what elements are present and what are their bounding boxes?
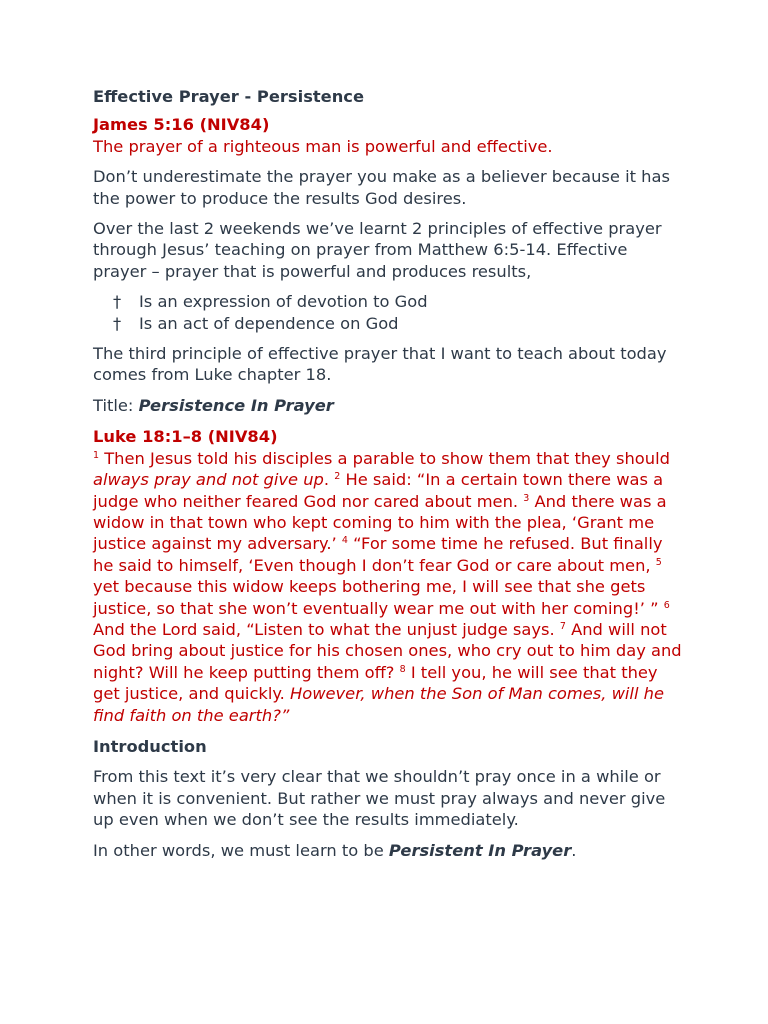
- verse-text: He said: “In a certain town there was a judge who neither feared God nor cared about men.: [93, 470, 664, 511]
- verse-text: And the Lord said, “Listen to what the unjust judge says.: [93, 619, 560, 639]
- list-item-text: Is an expression of devotion to God: [139, 292, 428, 312]
- sermon-title-line: [93, 395, 685, 416]
- document-page: [93, 86, 685, 861]
- verse-text-james: The prayer of a righteous man is powerful and effective.: [93, 136, 553, 156]
- verse-number: 7: [559, 620, 566, 632]
- paragraph-last-weekends: Over the last 2 weekends we’ve learnt 2 principles of effective prayer through Jesus’ teaching on prayer from Matthew 6:5-14. Effective prayer – prayer that is powerful and produces results,: [93, 219, 662, 281]
- verse-number: 1: [93, 449, 100, 461]
- verse-text: Then Jesus told his disciples a parable to show them that they should: [99, 448, 670, 468]
- verse-text: And there was a widow in that town who kept coming to him with the plea, ‘Grant me justice against my adversary.’: [93, 491, 667, 554]
- list-item: [93, 313, 685, 334]
- paragraph-persistent: [93, 840, 685, 861]
- verse-reference-james: James 5:16 (NIV84): [93, 115, 270, 135]
- paragraph-underestimate: Don’t underestimate the prayer you make as a believer because it has the power to produce the results God desires.: [93, 167, 670, 208]
- verse-number: 2: [334, 471, 341, 483]
- verse-number: 4: [341, 535, 348, 547]
- verse-text: I tell you, he will see that they get justice, and quickly.: [93, 662, 658, 704]
- passage-text-luke: [93, 448, 685, 726]
- cross-bullet-icon: †: [113, 292, 122, 312]
- principles-list: [93, 291, 685, 334]
- cross-bullet-icon: †: [113, 313, 122, 333]
- verse-number: 5: [655, 556, 662, 568]
- verse-text: .: [323, 470, 335, 490]
- section-heading-introduction: Introduction: [93, 736, 207, 756]
- verse-emphasis: always pray and not give up: [93, 470, 324, 490]
- title-label: Title:: [93, 395, 139, 415]
- passage-reference-luke: Luke 18:1–8 (NIV84): [93, 427, 278, 447]
- list-item: [93, 291, 685, 312]
- emphasis-persistent-in-prayer: Persistent In Prayer: [388, 840, 572, 860]
- paragraph-pray-always: From this text it’s very clear that we shouldn’t pray once in a while or when it is convenient. But rather we must pray always and never give up even when we don’t see the results immediately.: [93, 767, 666, 830]
- verse-text: “For some time he refused. But finally he said to himself, ‘Even though I don’t fear God or care about men,: [93, 534, 663, 575]
- verse-number: 3: [523, 492, 530, 504]
- verse-number: 8: [399, 663, 406, 675]
- text-run: In other words, we must learn to be: [93, 840, 389, 860]
- text-run: .: [571, 840, 577, 860]
- verse-number: 6: [663, 599, 670, 611]
- verse-text: And will not God bring about justice for his chosen ones, who cry out to him day and night? Will he keep putting them off?: [93, 619, 682, 682]
- list-item-text: Is an act of dependence on God: [139, 313, 399, 333]
- document-title: Effective Prayer - Persistence: [93, 87, 364, 106]
- sermon-title: Persistence In Prayer: [138, 395, 334, 415]
- verse-emphasis: However, when the Son of Man comes, will he find faith on the earth?”: [93, 684, 664, 725]
- verse-text: yet because this widow keeps bothering me, I will see that she gets justice, so that she won’t eventually wear me out with her coming!’ ”: [93, 577, 664, 618]
- paragraph-third-principle: The third principle of effective prayer that I want to teach about today comes from Luke chapter 18.: [93, 344, 667, 385]
